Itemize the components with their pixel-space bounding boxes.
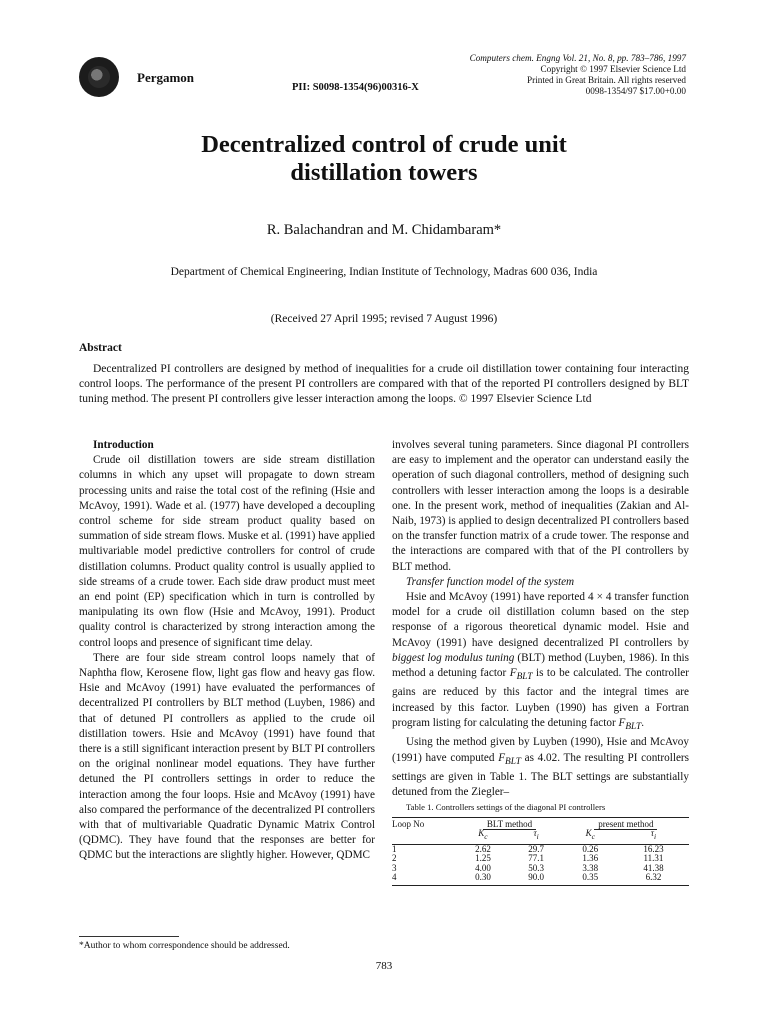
kc-header: $K_c$	[456, 829, 509, 844]
abstract-text: Decentralized PI controllers are designed by method of inequalities for a crude oil distillation tower containing four interacting control loops. The performance of the present PI controllers are compared with that of the reported PI controllers designed by BLT tuning method. The present PI controllers give lesser interaction among the loops. © 1997 Elsevier Science Ltd	[79, 363, 689, 406]
publisher-name: Pergamon	[137, 70, 195, 85]
table-row: 3 4.00 50.3 3.38 41.38	[392, 862, 664, 873]
left-column	[79, 438, 375, 864]
controller-settings-table	[392, 817, 689, 886]
affiliation: Department of Chemical Engineering, Indian Institute of Technology, Madras 600 036, India	[170, 266, 598, 278]
publisher-logo	[79, 57, 119, 97]
title-line-1: Decentralized control of crude unit	[201, 131, 567, 158]
title-line-2: distillation towers	[290, 159, 478, 186]
received-dates: (Received 27 April 1995; revised 7 August 1996)	[270, 313, 498, 325]
pii-code: PII: S0098-1354(96)00316-X	[292, 82, 419, 93]
table-header-row	[392, 817, 689, 829]
copyright-line: Copyright © 1997 Elsevier Science Ltd	[540, 64, 686, 74]
issn-price-line: 0098-1354/97 $17.00+0.00	[585, 86, 686, 96]
page-number: 783	[375, 960, 393, 972]
journal-info	[386, 53, 686, 97]
table-caption: Table 1. Controllers settings of the diagonal PI controllers	[406, 802, 606, 813]
intro-paragraph-1: Crude oil distillation towers are side stream distillation columns in which any upset will propagate to down stream processing units and raise the total cost of the refining (Hsie and McAvoy, 1991). Wade et al. (1977) have developed a decoupling control scheme for side stream product quality based on summation of side stream flows. Muske et al. (1991) have applied multivariable model predictive controllers for control of crude distillation columns. Product quality control is usually applied to side streams of a crude tower. Each side draw product must meet an end point (EP) specification which in turn is controlled by manipulating its own flow (Hsie and McAvoy, 1991). Product quality control is characterized by strong interaction among the control loops and presence of significant time delay.	[79, 454, 375, 649]
transfer-function-heading: Transfer function model of the system	[406, 575, 575, 588]
table-row: 2 1.25 77.1 1.36 11.31	[392, 853, 664, 864]
ti-header: $\tau_i$	[618, 829, 689, 844]
detuning-factor-symbol: $F_{BLT}$	[498, 751, 521, 767]
author-list: R. Balachandran and M. Chidambaram*	[266, 222, 502, 238]
table-subheader-row	[392, 829, 689, 844]
blt-method-name: biggest log modulus tuning	[392, 651, 515, 664]
journal-citation: Computers chem. Engng Vol. 21, No. 8, pp. 783–786, 1997	[469, 53, 686, 63]
loop-no-header: Loop No	[392, 817, 456, 829]
kc-header: $K_c$	[563, 829, 618, 844]
printed-line: Printed in Great Britain. All rights reserved	[527, 75, 686, 85]
transfer-function-paragraph-1: Hsie and McAvoy (1991) have reported 4 × 4 transfer function model for a crude oil distillation column based on the step response of a rigorous theoretical dynamic model. Hsie and McAvoy (1991) have designed decentralized PI controllers by biggest log modulus tuning (BLT) method (Luyben, 1986). In this method a detuning factor $F_{BLT}$ is to be calculated. The controller gains are reduced by this factor and the integral times are increased by this factor. Luyben (1990) has given a Fortran program listing for calculating the detuning factor $F_{BLT}$.	[392, 591, 690, 733]
correspondence-footnote: *Author to whom correspondence should be addressed.	[79, 941, 290, 951]
table-row: 4 0.30 90.0 0.35 6.32	[392, 873, 689, 885]
ti-header: $\tau_i$	[510, 829, 563, 844]
blt-method-header: BLT method	[456, 817, 562, 829]
paper-title	[0, 131, 768, 187]
abstract-heading: Abstract	[79, 342, 122, 354]
present-method-header: present method	[563, 817, 689, 829]
footnote-rule	[79, 936, 179, 937]
introduction-heading: Introduction	[93, 439, 154, 451]
detuning-factor-symbol: $F_{BLT}$	[509, 667, 533, 683]
transfer-function-paragraph-2: Using the method given by Luyben (1990), Hsie and McAvoy (1991) have computed $F_{BLT}$ as 4.02. The resulting PI controllers settings are given in Table 1. The BLT settings are substantially detuned from the Ziegler–	[392, 736, 689, 799]
detuning-factor-symbol: $F_{BLT}$	[618, 716, 642, 733]
intro-paragraph-3: involves several tuning parameters. Since diagonal PI controllers are easy to implement and the operator can understand easily the operation of such diagonal controllers, method of designing such controllers with lesser interaction among the loops is a desirable one. In the present work, method of inequalities (Zakian and Al-Naib, 1973) is applied to design decentralized PI controllers based on the transfer function matrix of a crude tower. The response and the interactions are compared with that of the PI controllers by BLT method.	[392, 439, 690, 573]
intro-paragraph-2: There are four side stream control loops namely that of Naphtha flow, Kerosene flow, light gas flow and heavy gas flow. Hsie and McAvoy (1991) have evaluated the performances of decentralized PI controllers by BLT method (Luyben, 1986) and that of detuned PI controllers as applied to the crude oil distillation towers. Hsie and McAvoy (1991) have found that there is a still significant interaction present by BLT PI controllers on the original nonlinear model equations. They have further detuned the PI controllers settings in order to reduce the interaction among the four loops. Hsie and McAvoy (1991) have also compared the performance of the decentralized PI controllers with that of multivariable Quadratic Dynamic Matrix Control (QDMC). They have found that the responses are better for QDMC but the interactions are slightly higher. However, QDMC	[79, 651, 375, 862]
table-row: 1 2.62 29.7 0.26 16.23	[392, 843, 664, 854]
right-column	[392, 438, 689, 886]
